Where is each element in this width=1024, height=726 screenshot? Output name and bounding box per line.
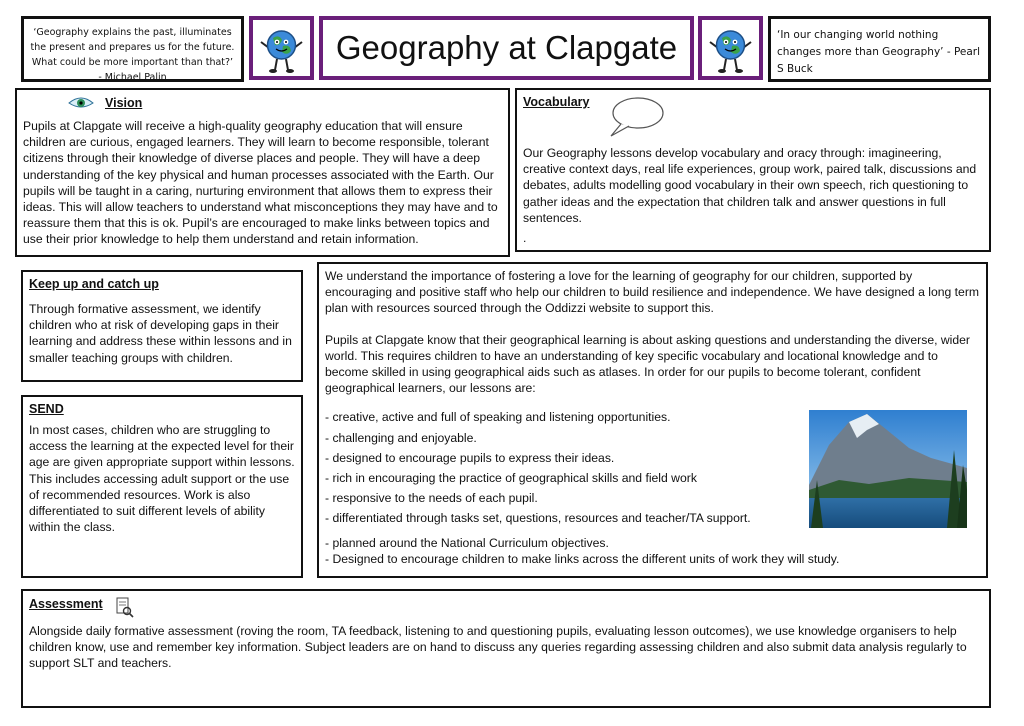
assessment-text: Alongside daily formative assessment (roving the room, TA feedback, listening to and questioning pupils, evaluating lesson outcomes), we use knowledge organisers to help children know, use and remember key information. Subject leaders are on hand to discuss any queries regarding assessing children and also submit data analysis regularly to support SLT and teachers.: [29, 624, 967, 671]
quote-left-box: [21, 16, 244, 82]
speech-bubble-icon: [605, 95, 665, 139]
lesson-list: [325, 409, 795, 526]
vision-text: Pupils at Clapgate will receive a high-quality geography education that will ensure children are curious, engaged learners. They will learn to become responsible, tolerant citizens through their knowledge of diverse places and people. They will have a deep understanding of the key physical and human processes associated with the Earth. Our pupils will be taught in a caring, nurturing environment that allows them to express their ideas. This will allow teachers to understand what misconceptions they may have and to reassure them that this is ok. Pupil’s are encouraged to make links between topics and use their prior knowledge to help them understand and retain information.: [23, 119, 498, 247]
main-para-2: Pupils at Clapgate know that their geographical learning is about asking questions and understanding the diverse, wider world. This requires children to have an understanding of key specific vocabulary and locational knowledge and to become skilled in using geographical aids such as atlases. In order for our pupils to become tolerant, confident geographical learners, our lessons are:: [325, 332, 970, 396]
list-item: - creative, active and full of speaking and listening opportunities.: [325, 410, 671, 425]
title-box: [319, 16, 694, 80]
list-item: - designed to encourage pupils to express their ideas.: [325, 450, 615, 465]
vocabulary-box: [515, 88, 991, 252]
eye-icon: [68, 96, 94, 110]
list-item: - responsive to the needs of each pupil.: [325, 491, 538, 506]
vision-box: [15, 88, 510, 257]
quote-right-box: [768, 16, 991, 82]
assessment-heading: Assessment: [29, 597, 103, 611]
page-title: Geography at Clapgate: [335, 29, 678, 66]
list-item: - rich in encouraging the practice of geographical skills and field work: [325, 471, 697, 486]
send-box: [21, 395, 303, 578]
quote-right: ‘In our changing world nothing changes more than Geography’ - Pearl S Buck: [777, 29, 981, 75]
assessment-box: [21, 589, 991, 708]
send-heading: SEND: [29, 402, 64, 416]
keep-up-heading: Keep up and catch up: [29, 277, 159, 291]
globe-mascot-icon: [253, 20, 310, 76]
send-text: In most cases, children who are struggling to access the learning at the expected level for their age are given appropriate support within lessons. This includes accessing adult support or the use of recommended resources. Work is also differentiated to suit different levels of ability within the class.: [29, 423, 295, 535]
quote-left: ‘Geography explains the past, illuminates the present and prepares us for the future. What could be more important than that?’ - Michael Palin: [30, 27, 235, 83]
globe-right-frame: [698, 16, 763, 80]
vocabulary-heading: Vocabulary: [523, 95, 590, 109]
globe-left-frame: [249, 16, 314, 80]
vision-heading: Vision: [105, 96, 143, 110]
list-item: - Designed to encourage children to make links across the different units of work they will study.: [325, 551, 840, 566]
vocabulary-text: Our Geography lessons develop vocabulary and oracy through: imagineering, creative context days, real life experiences, group work, paired talk, discussions and debates, adults modelling good vocabulary in their own speech, rich questioning to gather ideas and the expectation that children talk and answer questions in full sentences.: [523, 146, 977, 225]
globe-mascot-icon: [702, 20, 759, 76]
keep-up-box: [21, 270, 303, 382]
list-item: - differentiated through tasks set, questions, resources and teacher/TA support.: [325, 511, 751, 526]
list-item: - challenging and enjoyable.: [325, 430, 477, 445]
mountain-lake-photo: [809, 410, 967, 528]
keep-up-text: Through formative assessment, we identify children who at risk of developing gaps in their learning and address these within lessons and in smaller teaching groups with children.: [29, 302, 292, 365]
list-item: - planned around the National Curriculum objectives.: [325, 535, 609, 550]
main-para-1: We understand the importance of fostering a love for the learning of geography for our children, supported by encouraging and positive staff who help our children to build resilience and independence. We have designed a long term plan with resources sourced through the Oddizzi website to support this.: [325, 269, 980, 316]
magnifier-document-icon: [116, 597, 134, 619]
main-box: [317, 262, 988, 578]
vocabulary-dot: .: [523, 231, 527, 246]
